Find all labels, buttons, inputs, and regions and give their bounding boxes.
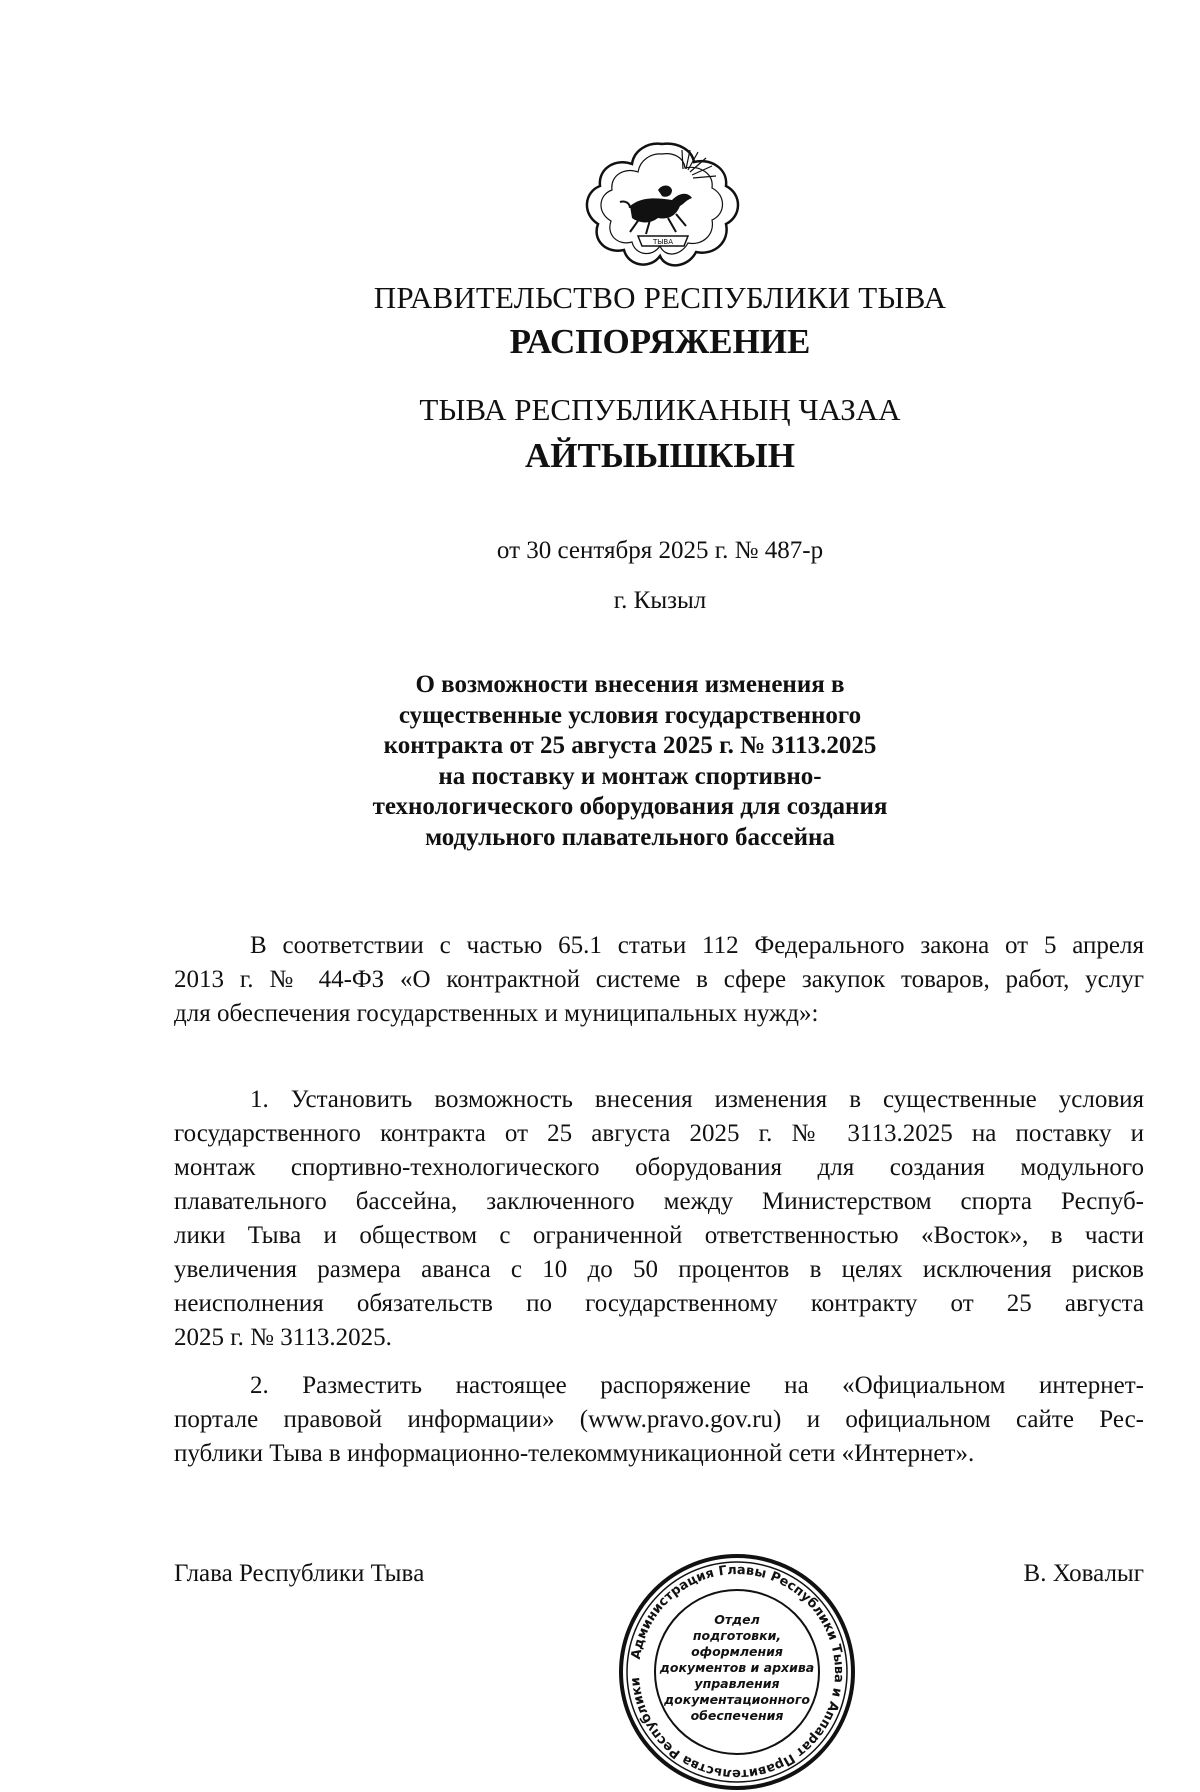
text-line: 2025 г. № 3113.2025. <box>174 1324 392 1351</box>
signatory-position: Глава Республики Тывa <box>174 1560 425 1587</box>
subject-line: технологического оборудования для создания <box>372 793 888 820</box>
emblem-ribbon-text: ТЫВА <box>652 238 674 246</box>
document-subject <box>0 670 1200 853</box>
government-title-tyv: ТЫВА РЕСПУБЛИКАНЫҢ ЧАЗАА <box>419 392 901 427</box>
preamble-paragraph <box>174 929 1144 1031</box>
item-2-paragraph <box>174 1369 1144 1471</box>
subject-line: модульного плавательного бассейна <box>425 823 835 851</box>
stamp-center-line: управления <box>694 1676 780 1691</box>
stamp-ring-text: Администрация Главы Республики Тыва и Аппарат Правительства Республики <box>628 1562 847 1782</box>
text-line: портале правовой информации» (www.pravo.gov.ru) и официальном сайте Рес- <box>174 1406 1144 1433</box>
stamp-center-line: документов и архива <box>659 1660 815 1675</box>
date-and-number: от 30 сентября 2025 г. № 487-р <box>496 537 824 564</box>
text-line: 1. Установить возможность внесения изменения в существенные условия <box>250 1086 1144 1113</box>
document-type-tyv: АЙТЫЫШКЫН <box>525 436 795 475</box>
text-line: 2. Разместить настоящее распоряжение на «Официальном интернет- <box>250 1372 1144 1399</box>
text-line: неисполнения обязательств по государственному контракту от 25 августа <box>174 1290 1144 1317</box>
text-line: В соответствии с частью 65.1 статьи 112 Федерального закона от 5 апреля <box>250 932 1144 959</box>
stamp-center-line: подготовки, <box>692 1628 782 1643</box>
text-line: увеличения размера аванса с 10 до 50 процентов в целях исключения рисков <box>174 1256 1144 1283</box>
coat-of-arms-emblem <box>580 140 745 270</box>
document-type-ru: РАСПОРЯЖЕНИЕ <box>509 322 811 361</box>
text-line: 2013 г. № 44-ФЗ «О контрактной системе в сфере закупок товаров, работ, услуг <box>174 966 1144 993</box>
stamp-center-line: Отдел <box>714 1612 760 1627</box>
stamp-center-line: оформления <box>691 1644 783 1659</box>
stamp-center-line: документационного <box>664 1692 810 1707</box>
text-line: публики Тыва в информационно-телекоммуникационной сети «Интернет». <box>174 1440 975 1467</box>
item-1-paragraph <box>174 1083 1144 1355</box>
signatory-name: В. Ховалыг <box>1023 1560 1144 1587</box>
text-line: лики Тыва и обществом с ограниченной ответственностью «Восток», в части <box>174 1222 1144 1249</box>
official-stamp <box>617 1552 857 1792</box>
subject-line: контракта от 25 августа 2025 г. № 3113.2025 <box>383 732 877 759</box>
subject-line: О возможности внесения изменения в <box>415 671 845 698</box>
text-line: плавательного бассейна, заключенного между Министерством спорта Респуб- <box>174 1188 1144 1215</box>
text-line: для обеспечения государственных и муниципальных нужд»: <box>174 1000 819 1027</box>
text-line: монтаж спортивно-технологического оборудования для создания модульного <box>174 1154 1144 1181</box>
stamp-center-line: обеспечения <box>690 1708 784 1723</box>
subject-line: на поставку и монтаж спортивно- <box>438 762 822 790</box>
subject-line: существенные условия государственного <box>398 701 862 729</box>
city: г. Кызыл <box>613 587 707 614</box>
text-line: государственного контракта от 25 августа 2025 г. № 3113.2025 на поставку и <box>174 1120 1144 1147</box>
government-title-ru: ПРАВИТЕЛЬСТВО РЕСПУБЛИКИ ТЫВА <box>373 280 947 315</box>
